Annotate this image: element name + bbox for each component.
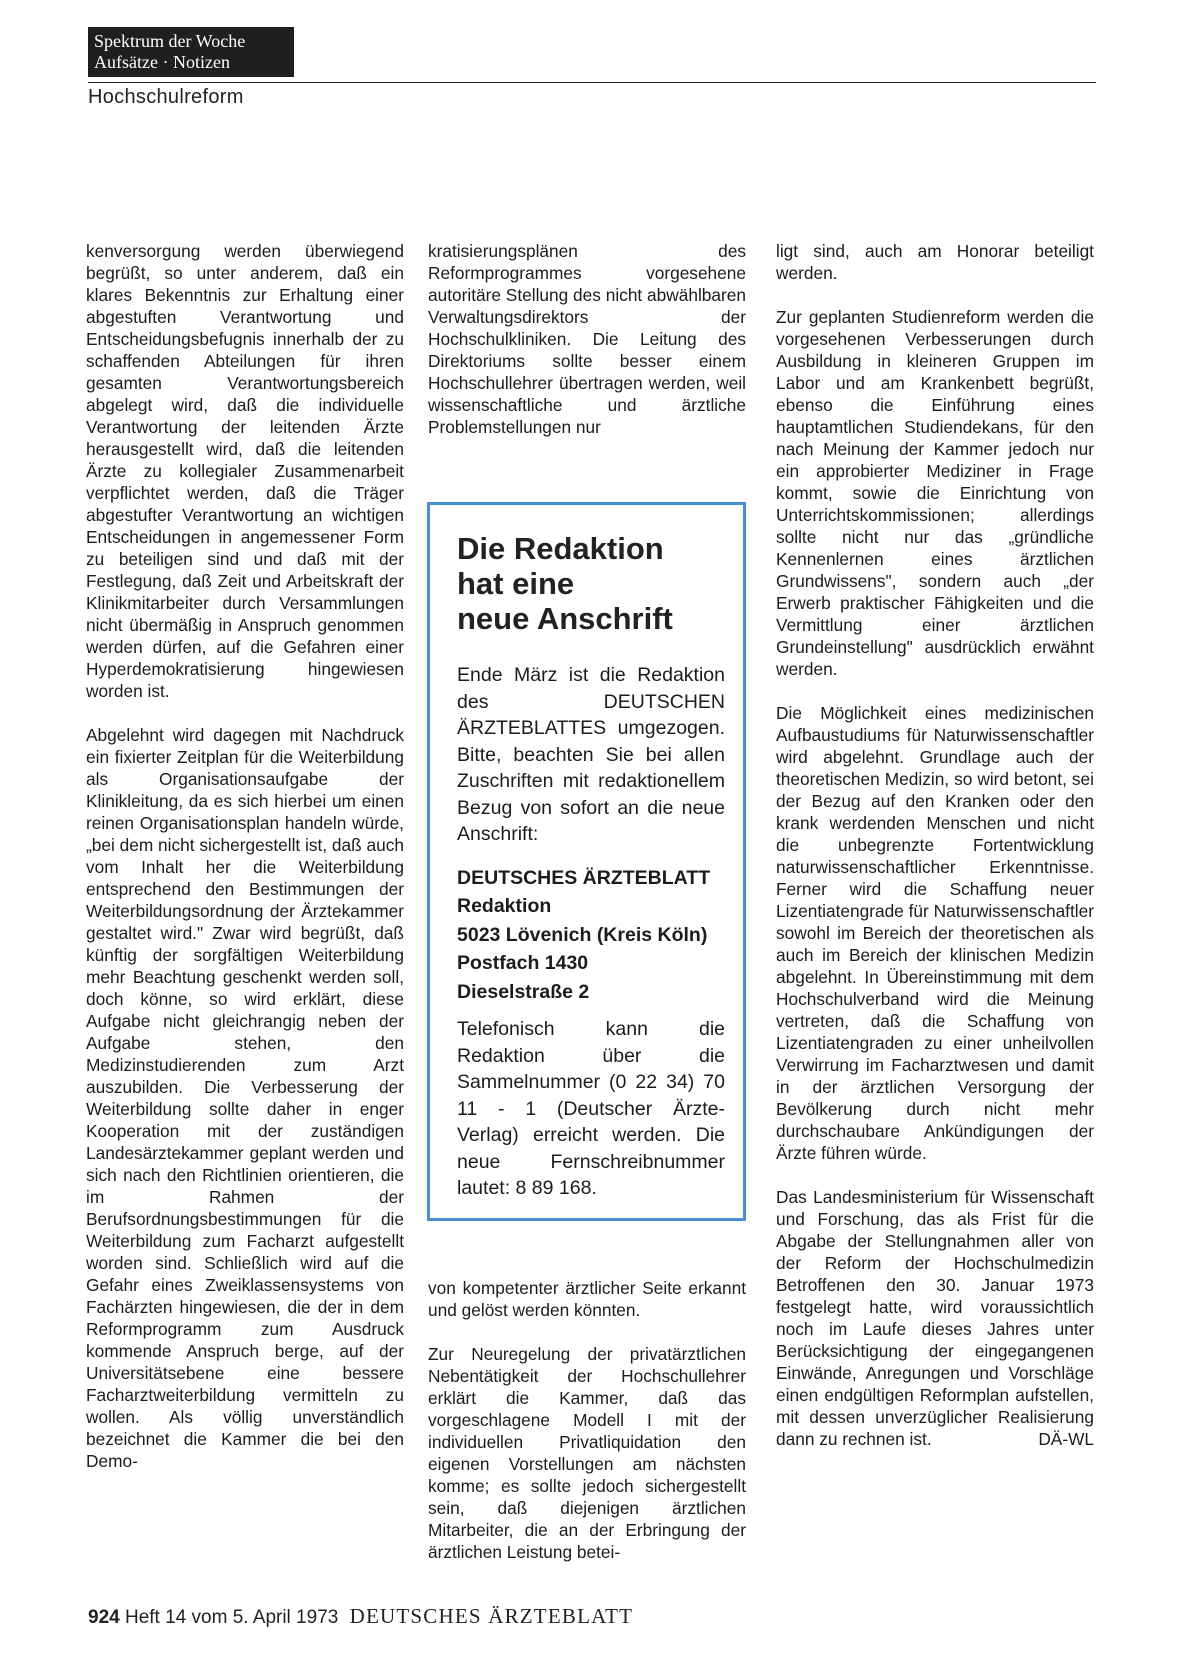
column-2-top xyxy=(428,240,746,438)
notice-phone-text: Telefonisch kann die Redaktion über die Sammelnummer (0 22 34) 70 11 - 1 (Deutscher Ärzte-Verlag) erreicht werden. Die neue Fernschreibnummer lautet: 8 89 168. xyxy=(457,1018,725,1199)
topic-heading: Hochschulreform xyxy=(88,86,244,108)
column-2-bottom xyxy=(428,1277,746,1563)
section-label xyxy=(88,27,294,77)
column-3-paragraph-1: ligt sind, auch am Honorar beteiligt werden. xyxy=(776,241,1094,283)
address-notice-box xyxy=(427,502,746,1221)
address-line-4: Postfach 1430 xyxy=(457,952,589,974)
section-label-line1: Spektrum der Woche xyxy=(94,31,246,51)
column-2-paragraph-2: von kompetenter ärztlicher Seite erkannt und gelöst werden könnten. xyxy=(428,1278,746,1320)
column-1-paragraph-2: Abgelehnt wird dagegen mit Nachdruck ein fixierter Zeitplan für die Weiterbildung als Organisationsaufgabe der Klinikleitung, da es sich hierbei um einen reinen Organisationsplan handeln würde, „bei dem nicht sichergestellt ist, daß auch vom Inhalt her die Weiterbildung entsprechend den Bestimmungen der Weiterbildungsordnung der Ärztekammer gestaltet wird." Zwar wird begrüßt, daß künftig der sorgfältigen Weiterbildung mehr Beachtung geschenkt werden soll, doch könne, so wird erklärt, diese Aufgabe nicht gleichrangig neben der Aufgabe stehen, den Medizinstudierenden zum Arzt auszubilden. Die Verbesserung der Weiterbildung sollte daher in enger Kooperation mit der zuständigen Landesärztekammer geplant werden und sich nach den Richtlinien orientieren, die im Rahmen der Berufsordnungsbestimmungen für die Weiterbildung zum Facharzt aufgestellt worden sind. Schließlich wird auf die Gefahr eines Zweiklassensystems von Fachärzten hingewiesen, die der in dem Reformprogramm zum Ausdruck kommende Anspruch berge, auf der Universitätsebene eine bessere Facharztweiterbildung vermitteln zu wollen. Als völlig unverständlich bezeichnet die Kammer die bei den Demo- xyxy=(86,725,404,1471)
column-3-paragraph-4 xyxy=(776,1186,1094,1450)
address-line-2: Redaktion xyxy=(457,895,552,917)
issue-info: Heft 14 vom 5. April 1973 xyxy=(124,1607,339,1628)
section-label-line2: Aufsätze · Notizen xyxy=(94,52,230,72)
page-footer xyxy=(88,1604,633,1629)
journal-name: DEUTSCHES ÄRZTEBLATT xyxy=(349,1604,634,1628)
address-line-1: DEUTSCHES ÄRZTEBLATT xyxy=(457,866,711,889)
header-rule xyxy=(88,82,1096,83)
notice-address xyxy=(457,864,725,1007)
notice-title-line3: neue Anschrift xyxy=(457,601,673,636)
column-1 xyxy=(86,240,404,1472)
address-line-5: Dieselstraße 2 xyxy=(457,980,590,1003)
column-3-paragraph-2: Zur geplanten Studienreform werden die vorgesehenen Verbesserungen durch Ausbildung in kleineren Gruppen im Labor und am Krankenbett begrüßt, ebenso die Einführung eines hauptamtlichen Studiendekans, für den nach Meinung der Kammer jedoch nur ein approbierter Mediziner in Frage kommt, sowie die Einrichtung von Unterrichtskommissionen; allerdings sollte nicht nur das „gründliche Kennenlernen eines ärztlichen Grundwissens", sondern auch „der Erwerb praktischer Fähigkeiten und die Vermittlung einer ärztlichen Grundeinstellung" ausdrücklich erwähnt werden. xyxy=(776,307,1094,679)
author-signature: DÄ-WL xyxy=(1038,1429,1094,1449)
page-number: 924 xyxy=(88,1607,120,1628)
notice-title-line2: hat eine xyxy=(457,566,575,601)
column-3 xyxy=(776,240,1094,1450)
notice-intro: Ende März ist die Redaktion des DEUTSCHEN ÄRZTEBLATTES umgezogen. Bitte, beachten Sie bei allen Zuschriften mit redaktionellem Bezug von sofort an die neue Anschrift: xyxy=(457,664,725,845)
notice-title xyxy=(457,531,725,636)
column-3-paragraph-3: Die Möglichkeit eines medizinischen Aufbaustudiums für Naturwissenschaftler wird abgelehnt. Grundlage auch der theoretischen Medizin, so wird betont, sei der Bezug auf den Kranken oder den krank werdenden Menschen und nicht die unbegrenzte Fortentwicklung naturwissenschaftlicher Erkenntnisse. Ferner wird die Schaffung neuer Lizentiatengrade für Naturwissenschaftler sowohl im Bereich der theoretischen als auch im Bereich der klinischen Medizin abgelehnt. In Übereinstimmung mit dem Hochschulverband wird die Meinung vertreten, daß die Schaffung von Lizentiatengraden zu einer unheilvollen Verwirrung im Facharztwesen und damit in der ärztlichen Versorgung der Bevölkerung durch nicht mehr durchschaubare Ankündigungen der Ärzte führen würde. xyxy=(776,703,1094,1163)
column-2-paragraph-1: kratisierungsplänen des Reformprogrammes vorgesehene autoritäre Stellung des nicht abwählbaren Verwaltungsdirektors der Hochschulkliniken. Die Leitung des Direktoriums sollte besser einem Hochschullehrer übertragen werden, weil wissenschaftliche und ärztliche Problemstellungen nur xyxy=(428,241,746,437)
column-1-paragraph-1: kenversorgung werden überwiegend begrüßt, so unter anderem, daß ein klares Bekenntnis zur Erhaltung einer abgestuften Verantwortung und Entscheidungsbefugnis innerhalb der zu schaffenden Abteilungen für ihren gesamten Verantwortungsbereich abgelegt wird, daß die individuelle Verantwortung der leitenden Ärzte herausgestellt wird, daß die leitenden Ärzte zu kollegialer Zusammenarbeit verpflichtet werden, daß die Träger abgestufter Verantwortung an wichtigen Entscheidungen in angemessener Form zu beteiligen sind und daß mit der Festlegung, daß Zeit und Arbeitskraft der Klinikmitarbeiter durch Versammlungen nicht übermäßig in Anspruch genommen werden dürfen, auf die Gefahren einer Hyperdemokratisierung hingewiesen worden ist. xyxy=(86,241,404,701)
notice-title-line1: Die Redaktion xyxy=(457,531,664,566)
column-3-paragraph-4-text: Das Landesministerium für Wissenschaft und Forschung, das als Frist für die Abgabe der Stellungnahmen aller von der Reform der Hochschulmedizin Betroffenen den 30. Januar 1973 festgelegt hatte, wird voraussichtlich noch im Laufe dieses Jahres unter Berücksichtigung der eingegangenen Einwände, Anregungen und Vorschläge einen endgültigen Reformplan aufstellen, mit dessen unverzüglicher Realisierung dann zu rechnen ist. xyxy=(776,1187,1094,1449)
column-2-paragraph-3: Zur Neuregelung der privatärztlichen Nebentätigkeit der Hochschullehrer erklärt die Kammer, daß das vorgeschlagene Modell I mit der individuellen Privatliquidation den eigenen Vorstellungen am nächsten komme; es sollte jedoch sichergestellt sein, daß diejenigen ärztlichen Mitarbeiter, die an der Erbringung der ärztlichen Leistung betei- xyxy=(428,1344,746,1562)
address-line-3: 5023 Lövenich (Kreis Köln) xyxy=(457,923,708,946)
